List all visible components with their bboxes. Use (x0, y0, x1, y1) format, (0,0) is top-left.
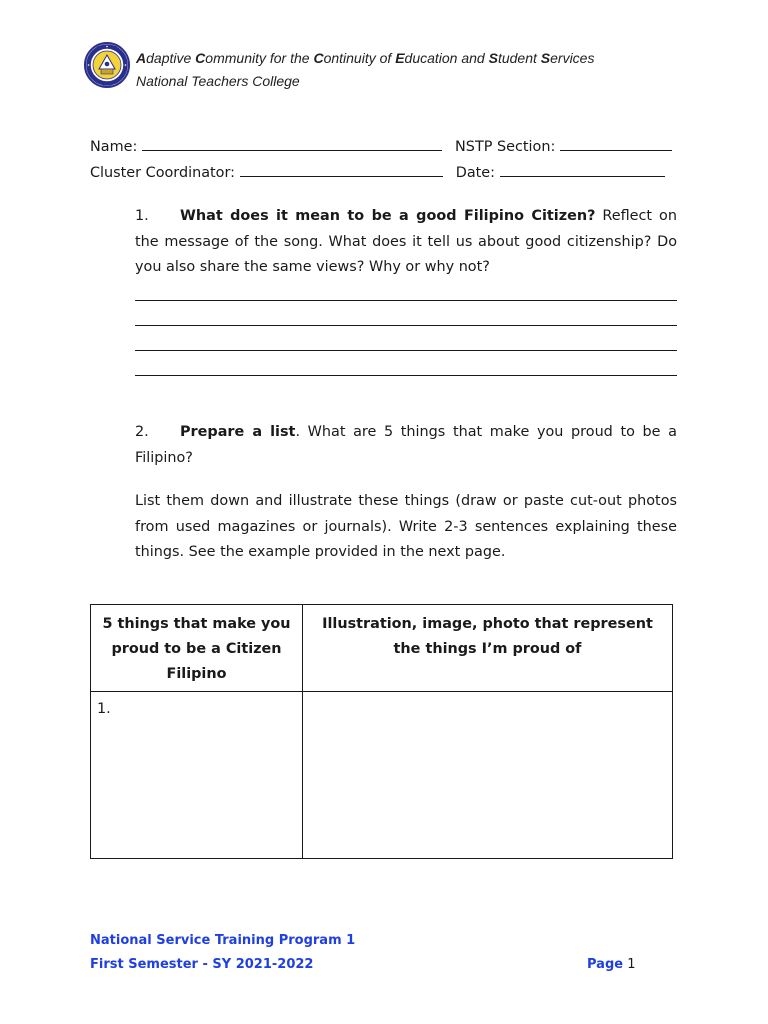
date-label: Date: (455, 165, 495, 181)
header-college-name: National Teachers College (136, 73, 300, 89)
nstp-section-label: NSTP Section: (455, 139, 556, 155)
answer-line-2[interactable] (135, 325, 677, 326)
header-initial-letter: C (313, 50, 324, 66)
cluster-coordinator-field[interactable] (240, 163, 443, 177)
header-text-segment: daptive (146, 50, 196, 66)
date-field[interactable] (500, 163, 665, 177)
header-initial-letter: E (395, 50, 405, 66)
table-header-row (91, 605, 673, 692)
header-text (136, 47, 594, 93)
footer-program: National Service Training Program 1 (90, 933, 356, 948)
header-institution-name (136, 47, 594, 70)
name-label: Name: (90, 139, 138, 155)
question-2-text: . What are 5 things that make you proud to be a Filipino? (135, 424, 677, 466)
nstp-section-field[interactable] (560, 137, 672, 151)
page-number: 1 (627, 957, 636, 972)
question-1-title: What does it mean to be a good Filipino Citizen? (180, 208, 596, 224)
table-row (91, 692, 673, 859)
table-cell-illustration-1[interactable] (303, 692, 673, 859)
header-text-segment: ducation and (404, 50, 489, 66)
header-text-segment: ervices (550, 50, 595, 66)
header-text-segment: ontinuity of (323, 50, 396, 66)
question-2-number: 2. (135, 424, 149, 440)
proud-things-table (90, 604, 673, 859)
table-header-things: 5 things that make you proud to be a Citizen Filipino (91, 605, 303, 692)
question-2-title: Prepare a list (180, 424, 296, 440)
header-initial-letter: S (540, 50, 551, 66)
question-2-instructions: List them down and illustrate these things (draw or paste cut-out photos from used magazines or journals). Write 2-3 sentences explaining these things. See the example provided in the next page. (135, 493, 677, 560)
page-label: Page (587, 957, 624, 972)
form-row-coordinator-date (90, 163, 665, 181)
header-initial-letter: S (488, 50, 498, 66)
header-text-segment: tudent (497, 50, 541, 66)
question-1 (135, 204, 677, 281)
form-row-name-section (90, 137, 672, 155)
header-initial-letter: C (195, 50, 206, 66)
answer-line-3[interactable] (135, 350, 677, 351)
college-seal-logo (84, 42, 130, 88)
name-field[interactable] (142, 137, 442, 151)
table-cell-item-1[interactable]: 1. (91, 692, 303, 859)
header-initial-letter: A (136, 50, 147, 66)
answer-line-1[interactable] (135, 300, 677, 301)
document-header (84, 42, 704, 94)
header-text-segment: ommunity for the (205, 50, 314, 66)
answer-line-4[interactable] (135, 375, 677, 376)
question-2 (135, 420, 677, 471)
cluster-coordinator-label: Cluster Coordinator: (90, 165, 236, 181)
question-1-number: 1. (135, 208, 149, 224)
footer-page-number (587, 957, 636, 972)
table-header-illustration: Illustration, image, photo that represent the things I’m proud of (303, 605, 673, 692)
question-1-text: Reflect on the message of the song. What does it tell us about good citizenship? Do you also share the same views? Why or why not? (135, 208, 677, 275)
footer-semester: First Semester - SY 2021-2022 (90, 957, 314, 972)
